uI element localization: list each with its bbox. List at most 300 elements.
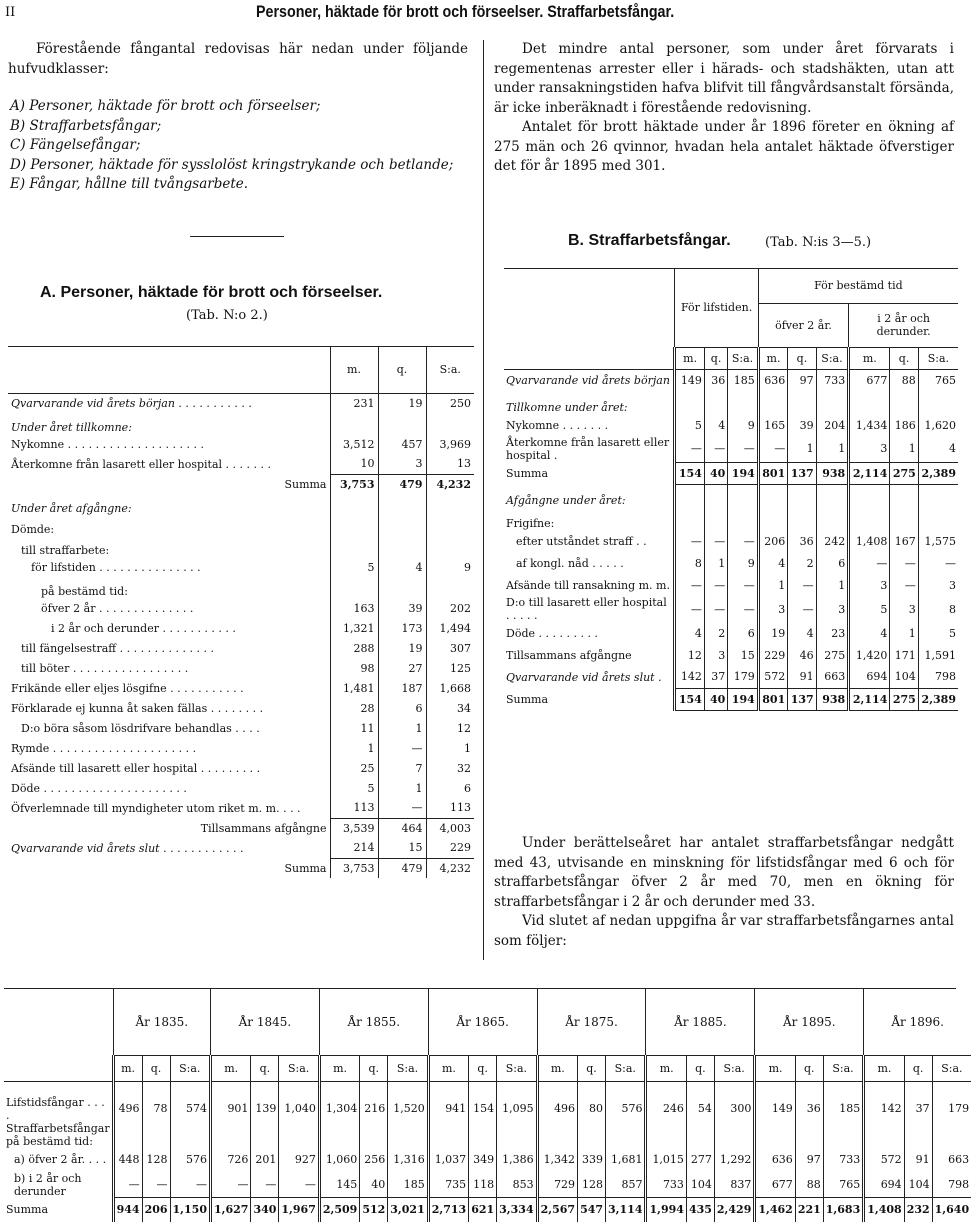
cell-value: 1,620 (918, 414, 958, 436)
col-header: S:a. (714, 1055, 754, 1081)
cell-value: 91 (788, 666, 816, 688)
cell-value: 11 (330, 718, 378, 738)
cell-value: 576 (606, 1081, 646, 1122)
cell-value: — (170, 1172, 210, 1198)
cell-empty (113, 1122, 142, 1148)
cell-value: 34 (426, 698, 474, 718)
cell-value: 2,389 (918, 462, 958, 484)
cell-value: 3,539 (330, 818, 378, 838)
row-label: Summa (6, 1203, 49, 1216)
right-text-block-2 (494, 834, 954, 951)
cell-value: 349 (469, 1148, 497, 1172)
table-row (8, 778, 474, 798)
cell-value: 40 (360, 1172, 388, 1198)
cell-empty (170, 1122, 210, 1148)
cell-value: 185 (388, 1172, 428, 1198)
cell-value: 46 (788, 644, 816, 666)
cell-value: 37 (704, 666, 727, 688)
cell-value: 1,627 (210, 1198, 250, 1222)
section-a-table (8, 347, 474, 878)
cell-value: — (675, 596, 704, 622)
row-label: Afsände till lasarett eller hospital . . . . . . . . . (11, 761, 261, 775)
column-rule (483, 40, 484, 960)
row-label: Tillsammans afgångne (506, 648, 632, 662)
cell-value: 765 (823, 1172, 863, 1198)
cell-empty (378, 515, 426, 536)
cell-value: 165 (758, 414, 787, 436)
section-a-title: A. Personer, häktade för brott och förseelser. (40, 284, 383, 301)
col-header: S:a. (279, 1055, 319, 1081)
row-label: Afsände till ransakning m. m. (506, 578, 670, 592)
cell-empty (758, 484, 787, 507)
cell-empty (279, 1122, 319, 1148)
cell-value: 340 (251, 1198, 279, 1222)
table-row (8, 758, 474, 778)
cell-value: 275 (816, 644, 849, 666)
cell-value: 1,150 (170, 1198, 210, 1222)
cell-value: 1,342 (537, 1148, 577, 1172)
cell-value: 853 (497, 1172, 537, 1198)
row-label: Återkomne från lasarett eller hospital . (506, 436, 670, 462)
row-label: Summa (506, 692, 549, 706)
table-row (8, 738, 474, 758)
divider (190, 236, 284, 237)
row-label: Qvarvarande vid årets slut . (506, 670, 662, 684)
cell-empty (469, 1122, 497, 1148)
col-header: m. (113, 1055, 142, 1081)
cell-value: 5 (330, 557, 378, 577)
cell-value: 798 (932, 1172, 971, 1198)
cell-value: 1 (816, 574, 849, 596)
row-label: Nykomne . . . . . . . (506, 418, 609, 432)
row-label: Nykomne . . . . . . . . . . . . . . . . . . . . (11, 437, 205, 451)
col-header: q. (251, 1055, 279, 1081)
cell-value: 621 (469, 1198, 497, 1222)
cell-empty (426, 577, 474, 598)
cell-value: 2,389 (918, 688, 958, 710)
cell-value: 1 (890, 436, 918, 462)
cell-empty (537, 1122, 577, 1148)
cell-value: 128 (142, 1148, 170, 1172)
cell-value: 171 (890, 644, 918, 666)
cell-empty (904, 1122, 932, 1148)
cell-value: 142 (864, 1081, 904, 1122)
cell-value: 229 (426, 838, 474, 858)
table-row (4, 1122, 971, 1148)
cell-value: 938 (816, 688, 849, 710)
cell-value: 231 (330, 393, 378, 413)
cell-value: 1,640 (932, 1198, 971, 1222)
cell-value: 88 (795, 1172, 823, 1198)
cell-value: 232 (904, 1198, 932, 1222)
cell-value: 167 (890, 530, 918, 552)
cell-value: 78 (142, 1081, 170, 1122)
cell-value: 104 (904, 1172, 932, 1198)
row-label: af kongl. nåd . . . . . (516, 556, 624, 570)
cell-value: 149 (675, 369, 704, 391)
cell-value: — (704, 436, 727, 462)
col-header: q. (788, 347, 816, 369)
cell-value: 154 (469, 1081, 497, 1122)
cell-value: 9 (426, 557, 474, 577)
col-header: m. (330, 347, 378, 393)
col-header: m. (537, 1055, 577, 1081)
cell-value: 733 (816, 369, 849, 391)
table-row (504, 369, 958, 391)
running-head-title: Personer, häktade för brott och förseelser. Straffarbetsfångar. (256, 2, 675, 21)
col-header: q. (578, 1055, 606, 1081)
cell-empty (330, 494, 378, 515)
col-header: m. (864, 1055, 904, 1081)
cell-value: 1 (378, 778, 426, 798)
cell-value: 229 (758, 644, 787, 666)
cell-value: 733 (823, 1148, 863, 1172)
cell-value: 185 (728, 369, 759, 391)
cell-value: 941 (428, 1081, 468, 1122)
cell-value: 1,420 (849, 644, 890, 666)
cell-value: 3,114 (606, 1198, 646, 1222)
row-label: Summa (506, 466, 549, 480)
cell-value: 12 (675, 644, 704, 666)
cell-value: 277 (686, 1148, 714, 1172)
cell-value: 1,575 (918, 530, 958, 552)
table-row (8, 577, 474, 598)
group-header-lifetime: För lifstiden. (675, 269, 758, 347)
cell-value: 1,683 (823, 1198, 863, 1222)
col-header: m. (428, 1055, 468, 1081)
cell-value: 3,753 (330, 858, 378, 878)
cell-value: 113 (330, 798, 378, 818)
cell-value: 28 (330, 698, 378, 718)
row-label: D:o till lasarett eller hospital . . . . . (506, 596, 667, 622)
row-label: öfver 2 år . . . . . . . . . . . . . . (41, 601, 194, 615)
cell-value: 2 (788, 552, 816, 574)
col-header: m. (646, 1055, 686, 1081)
cell-value: 1 (890, 622, 918, 644)
cell-value: 187 (378, 678, 426, 698)
cell-value: 1,060 (319, 1148, 359, 1172)
cell-value: 80 (578, 1081, 606, 1122)
table-row (8, 838, 474, 858)
cell-value: 572 (864, 1148, 904, 1172)
col-header: q. (142, 1055, 170, 1081)
table-row (4, 1172, 971, 1198)
cell-value: 98 (330, 658, 378, 678)
cell-value: 179 (932, 1081, 971, 1122)
row-label: Under året afgångne: (11, 502, 132, 515)
cell-value: 27 (378, 658, 426, 678)
cell-value: 1,462 (755, 1198, 795, 1222)
cell-value: — (728, 574, 759, 596)
cell-empty (378, 494, 426, 515)
cell-empty (675, 484, 704, 507)
cell-value: 3 (758, 596, 787, 622)
year-header: År 1855. (319, 989, 428, 1055)
cell-empty (686, 1122, 714, 1148)
table-row (8, 618, 474, 638)
cell-value: 15 (378, 838, 426, 858)
cell-value: 6 (426, 778, 474, 798)
cell-value: 1 (758, 574, 787, 596)
row-label: Öfverlemnade till myndigheter utom riket m. m. . . . (11, 801, 301, 815)
table-row (8, 638, 474, 658)
cell-value: 1,292 (714, 1148, 754, 1172)
col-header: S:a. (426, 347, 474, 393)
cell-empty (426, 515, 474, 536)
table-row (4, 1198, 971, 1222)
cell-value: 837 (714, 1172, 754, 1198)
col-header: q. (469, 1055, 497, 1081)
cell-value: 733 (646, 1172, 686, 1198)
page-number: II (5, 5, 16, 20)
row-label: för lifstiden . . . . . . . . . . . . . . . (31, 560, 201, 574)
row-label: till straffarbete: (21, 544, 110, 557)
cell-empty (675, 391, 704, 414)
cell-value: — (788, 574, 816, 596)
row-label: i 2 år och derunder . . . . . . . . . . . (51, 621, 236, 635)
cell-value: 765 (918, 369, 958, 391)
col-header: m. (675, 347, 704, 369)
cell-value: 12 (426, 718, 474, 738)
cell-empty (704, 484, 727, 507)
cell-value: 97 (795, 1148, 823, 1172)
right2-paragraph-2: Vid slutet af nedan uppgifna år var straffarbetsfångarnes antal som följer: (494, 913, 954, 949)
year-header: År 1895. (755, 989, 864, 1055)
cell-value: 496 (113, 1081, 142, 1122)
col-header: S:a. (918, 347, 958, 369)
cell-value: 36 (704, 369, 727, 391)
cell-empty (378, 577, 426, 598)
cell-value: 1,591 (918, 644, 958, 666)
cell-empty (378, 536, 426, 557)
right-paragraph-2: Antalet för brott häktade under år 1896 företer en ökning af 275 män och 26 qvinnor, hvadan hela antalet häktade öfverstiger det för år 1895 med 301. (494, 119, 954, 174)
cell-empty (816, 484, 849, 507)
cell-value: 179 (728, 666, 759, 688)
cell-value: 186 (890, 414, 918, 436)
cell-value: 19 (378, 638, 426, 658)
cell-empty (788, 507, 816, 530)
cell-empty (728, 484, 759, 507)
cell-value: 1 (330, 738, 378, 758)
cell-value: — (675, 574, 704, 596)
cell-value: 19 (758, 622, 787, 644)
cell-value: 39 (788, 414, 816, 436)
cell-empty (606, 1122, 646, 1148)
row-label: Döde . . . . . . . . . (506, 626, 598, 640)
col-header: S:a. (728, 347, 759, 369)
cell-value: 4,232 (426, 474, 474, 494)
cell-value: 15 (728, 644, 759, 666)
cell-empty (428, 1122, 468, 1148)
cell-value: 125 (426, 658, 474, 678)
table-row (8, 598, 474, 618)
row-label: Förklarade ej kunna åt saken fällas . . . . . . . . (11, 701, 264, 715)
cell-value: 13 (426, 454, 474, 474)
section-a-subtitle: (Tab. N:o 2.) (186, 308, 268, 323)
cell-value: 479 (378, 474, 426, 494)
col-header: m. (319, 1055, 359, 1081)
row-label: Tillkomne under året: (506, 401, 628, 414)
cell-value: 118 (469, 1172, 497, 1198)
table-row (504, 666, 958, 688)
table-row (8, 818, 474, 838)
col-header: S:a. (932, 1055, 971, 1081)
cell-empty (378, 413, 426, 434)
cell-value: 479 (378, 858, 426, 878)
row-label: Återkomne från lasarett eller hospital . . . . . . . (11, 457, 271, 471)
cell-value: 163 (330, 598, 378, 618)
class-list (8, 97, 468, 195)
section-b-table-wrap (504, 268, 958, 711)
cell-value: 7 (378, 758, 426, 778)
cell-value: 275 (890, 462, 918, 484)
cell-value: 1,408 (849, 530, 890, 552)
col-header: S:a. (816, 347, 849, 369)
cell-value: 40 (704, 462, 727, 484)
cell-empty (360, 1122, 388, 1148)
cell-value: 145 (319, 1172, 359, 1198)
cell-value: 246 (646, 1081, 686, 1122)
row-label: på bestämd tid: (41, 585, 128, 598)
cell-value: 8 (918, 596, 958, 622)
cell-value: 154 (675, 462, 704, 484)
cell-value: — (788, 596, 816, 622)
row-label: Frigifne: (506, 517, 555, 530)
cell-value: 2,713 (428, 1198, 468, 1222)
cell-value: 576 (170, 1148, 210, 1172)
cell-empty (426, 494, 474, 515)
cell-value: 2,509 (319, 1198, 359, 1222)
cell-value: 735 (428, 1172, 468, 1198)
row-label: till böter . . . . . . . . . . . . . . . . . (21, 661, 189, 675)
cell-value: 2,429 (714, 1198, 754, 1222)
cell-value: 547 (578, 1198, 606, 1222)
cell-value: — (890, 552, 918, 574)
col-header: m. (849, 347, 890, 369)
cell-value: 339 (578, 1148, 606, 1172)
row-label: Lifstidsfångar . . . . (6, 1095, 105, 1122)
table-row (504, 644, 958, 666)
cell-value: — (251, 1172, 279, 1198)
cell-value: 54 (686, 1081, 714, 1122)
cell-value: 1,994 (646, 1198, 686, 1222)
year-header: År 1896. (864, 989, 971, 1055)
cell-value: 201 (251, 1148, 279, 1172)
cell-value: 3,334 (497, 1198, 537, 1222)
cell-value: 1 (378, 718, 426, 738)
cell-value: 300 (714, 1081, 754, 1122)
table-row (8, 393, 474, 413)
cell-empty (918, 484, 958, 507)
cell-value: 3 (816, 596, 849, 622)
row-label: Qvarvarande vid årets början (506, 373, 670, 387)
cell-value: 1,321 (330, 618, 378, 638)
col-header: m. (758, 347, 787, 369)
cell-empty (932, 1122, 971, 1148)
cell-value: 677 (755, 1172, 795, 1198)
cell-empty (426, 413, 474, 434)
subgroup-over-2: öfver 2 år. (758, 303, 848, 347)
cell-value: 4 (788, 622, 816, 644)
row-label: Döde . . . . . . . . . . . . . . . . . . . . . (11, 781, 187, 795)
cell-value: 4 (675, 622, 704, 644)
col-header: S:a. (497, 1055, 537, 1081)
cell-value: 2,114 (849, 462, 890, 484)
year-header: År 1875. (537, 989, 646, 1055)
cell-value: 91 (904, 1148, 932, 1172)
section-c-table-wrap (4, 988, 970, 1222)
cell-value: 496 (537, 1081, 577, 1122)
cell-value: 154 (675, 688, 704, 710)
cell-value: 216 (360, 1081, 388, 1122)
cell-value: 242 (816, 530, 849, 552)
cell-value: 572 (758, 666, 787, 688)
cell-empty (330, 413, 378, 434)
cell-value: 3 (378, 454, 426, 474)
cell-empty (210, 1122, 250, 1148)
intro-paragraph: Förestående fångantal redovisas här nedan under följande hufvudklasser: (8, 41, 468, 77)
cell-value: 636 (755, 1148, 795, 1172)
right2-paragraph-1: Under berättelseåret har antalet straffarbetsfångar nedgått med 43, utvisande en minskning för lifstidsfångar med 6 och för straffarbetsfångar öfver 2 år med 70, men en ökning för straffarbetsfångar i 2 år och derunder med 33. (494, 835, 954, 910)
table-row (8, 698, 474, 718)
cell-empty (890, 507, 918, 530)
cell-value: 149 (755, 1081, 795, 1122)
cell-value: 113 (426, 798, 474, 818)
cell-empty (890, 484, 918, 507)
cell-value: 221 (795, 1198, 823, 1222)
row-label: Tillsammans afgångne (200, 821, 327, 835)
cell-value: 1,304 (319, 1081, 359, 1122)
cell-value: — (113, 1172, 142, 1198)
cell-value: — (279, 1172, 319, 1198)
cell-value: 8 (675, 552, 704, 574)
cell-value: 1,015 (646, 1148, 686, 1172)
cell-value: 4,232 (426, 858, 474, 878)
cell-value: 104 (686, 1172, 714, 1198)
table-row (504, 507, 958, 530)
cell-value: 677 (849, 369, 890, 391)
cell-value: 36 (795, 1081, 823, 1122)
table-row (504, 574, 958, 596)
cell-value: 927 (279, 1148, 319, 1172)
cell-value: 726 (210, 1148, 250, 1172)
cell-value: 137 (788, 688, 816, 710)
cell-empty (646, 1122, 686, 1148)
year-header: År 1865. (428, 989, 537, 1055)
cell-value: 3 (849, 574, 890, 596)
cell-value: 104 (890, 666, 918, 688)
cell-value: 574 (170, 1081, 210, 1122)
header-spacer (504, 269, 675, 369)
cell-value: 6 (728, 622, 759, 644)
table-row (8, 678, 474, 698)
cell-value: 1 (704, 552, 727, 574)
col-header: m. (210, 1055, 250, 1081)
cell-value: 1,434 (849, 414, 890, 436)
cell-value: 5 (330, 778, 378, 798)
cell-empty (864, 1122, 904, 1148)
table-row (504, 436, 958, 462)
col-header: q. (704, 347, 727, 369)
cell-value: 3 (918, 574, 958, 596)
table-row (8, 474, 474, 494)
col-header: q. (360, 1055, 388, 1081)
cell-value: 694 (849, 666, 890, 688)
col-header: q. (890, 347, 918, 369)
cell-empty (918, 507, 958, 530)
cell-value: 4 (918, 436, 958, 462)
col-header: m. (755, 1055, 795, 1081)
